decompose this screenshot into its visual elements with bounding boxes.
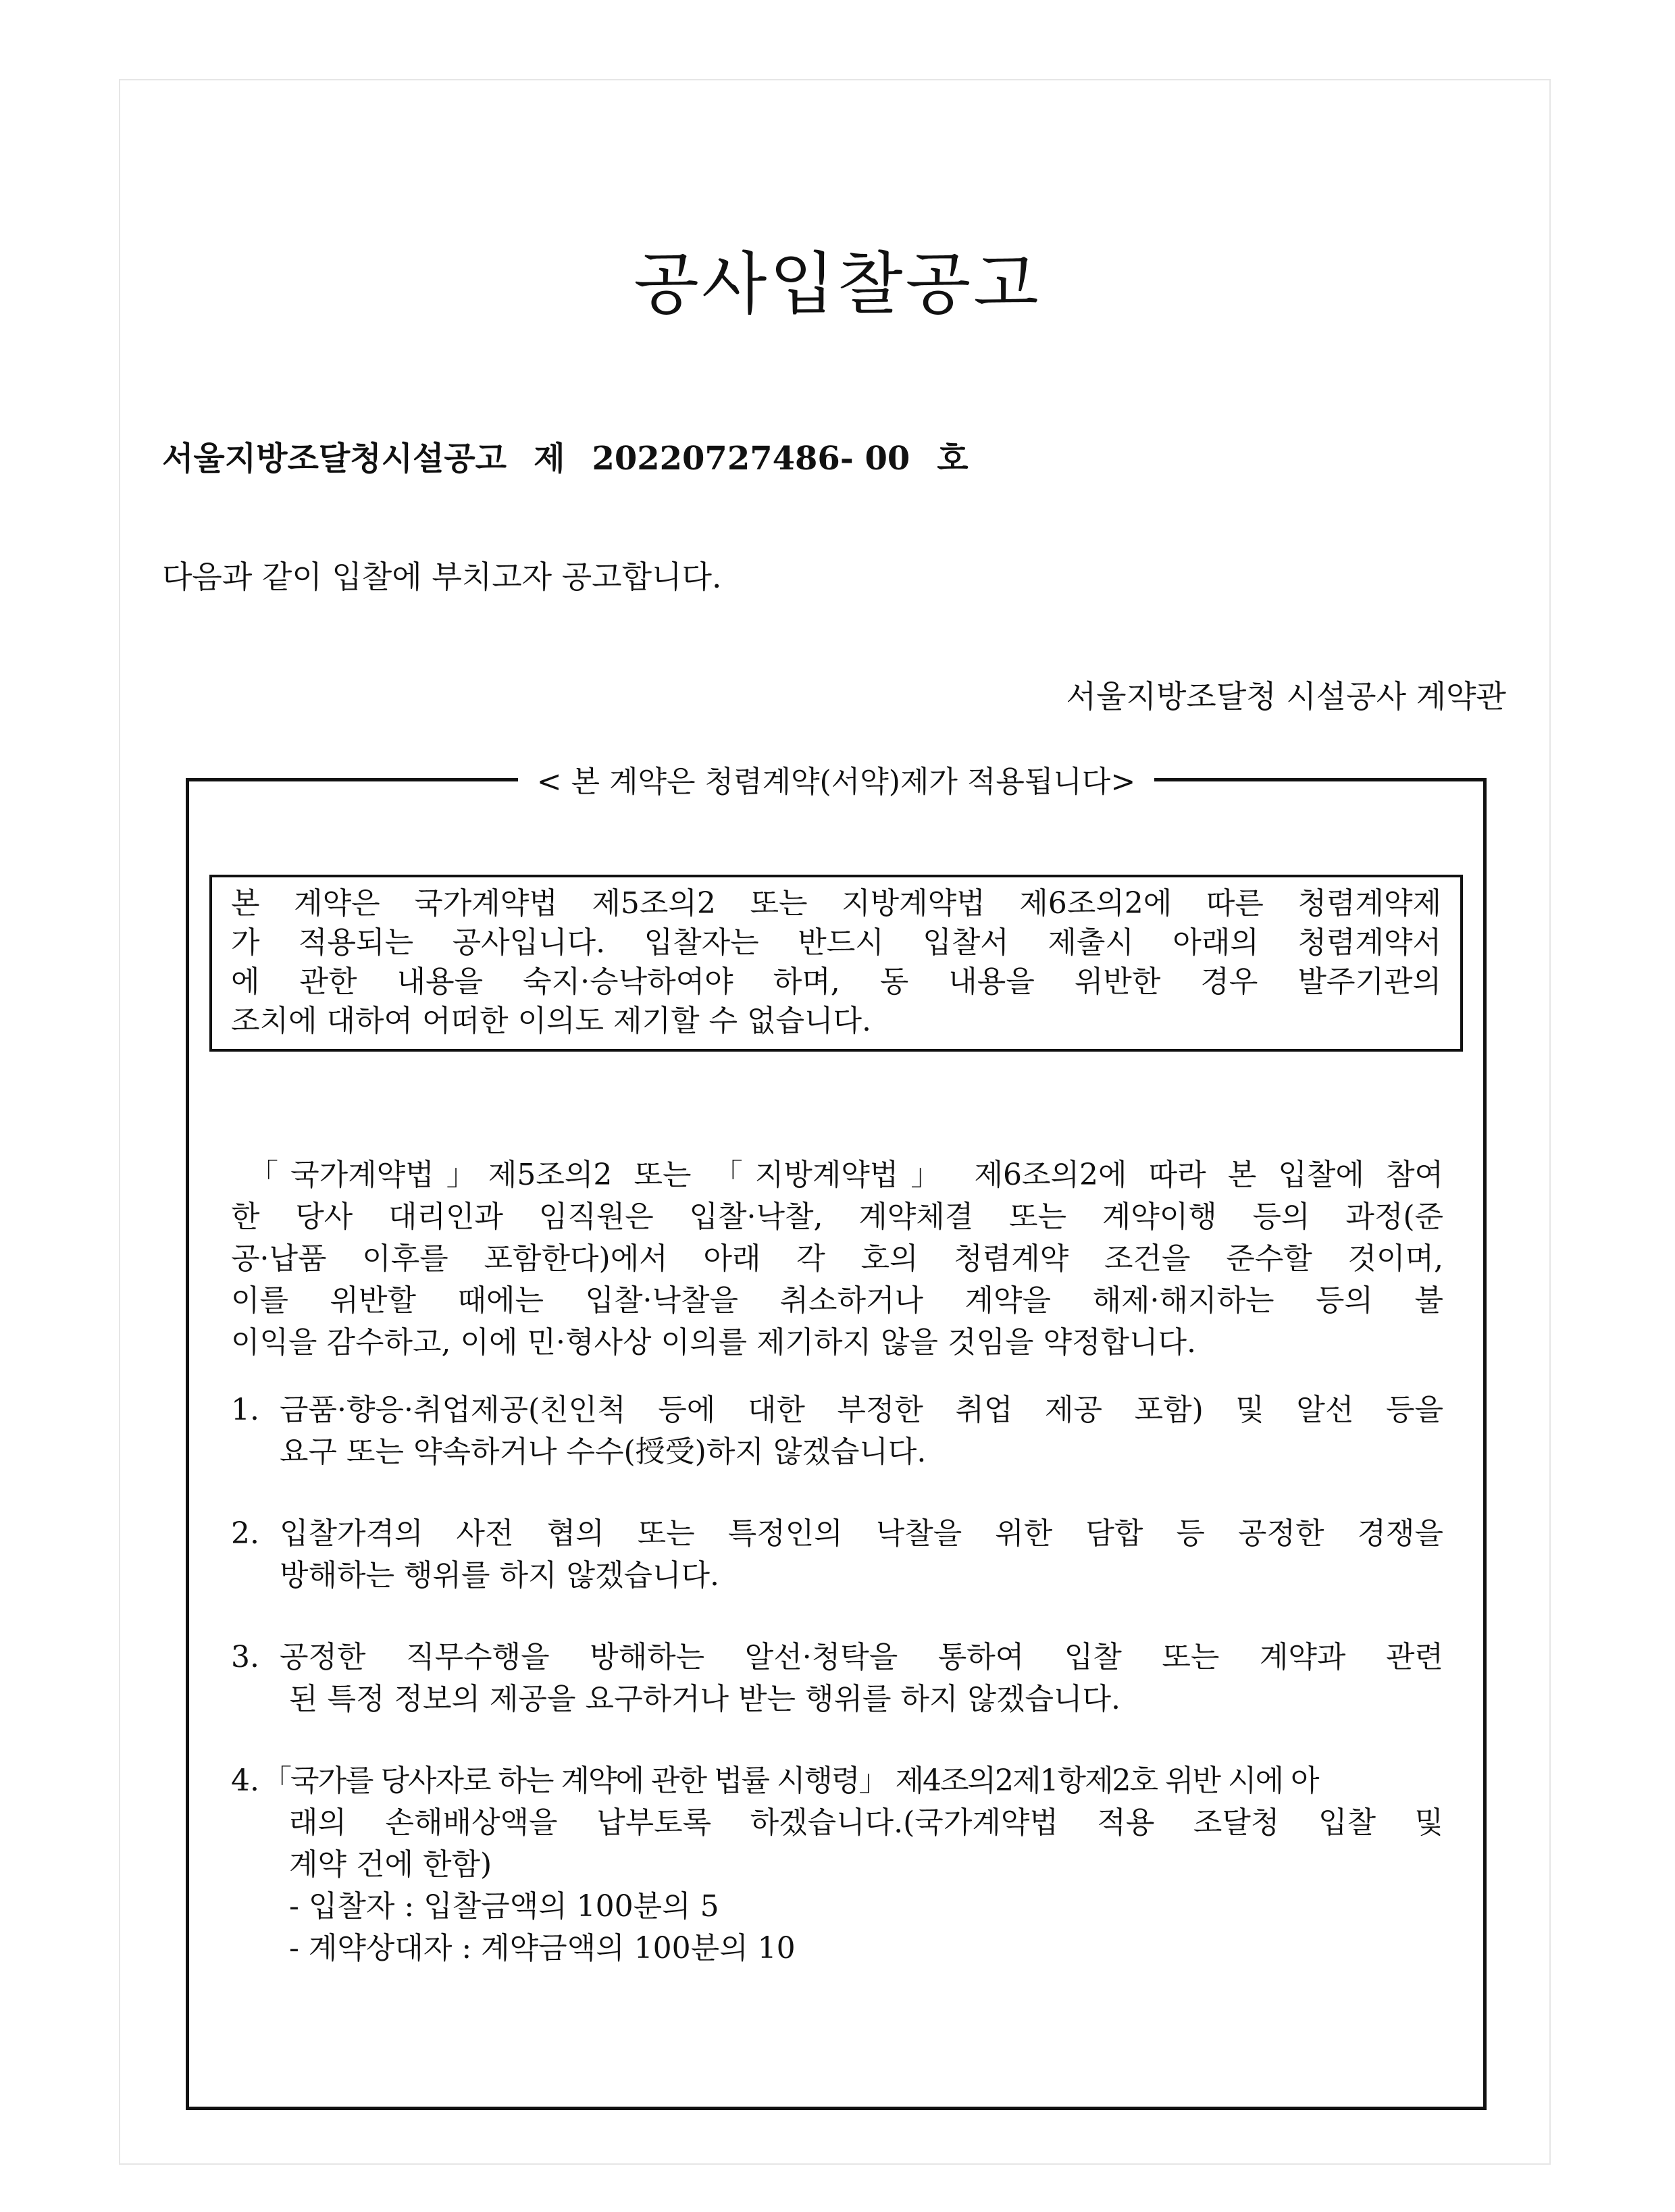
item-line: 래의 손해배상액을 납부토록 하겠습니다.(국가계약법 적용 조달청 입찰 및 (289, 1805, 1443, 1840)
notice-ho: 호 (937, 440, 969, 478)
notice-box (209, 875, 1463, 1052)
item-line: 계약 건에 한함) (289, 1847, 492, 1882)
pledge-line: 공·납품 이후를 포함한다)에서 아래 각 호의 청렴계약 조건을 준수할 것이며, (231, 1241, 1443, 1276)
pledge-line: 이를 위반할 때에는 입찰·낙찰을 취소하거나 계약을 해제·해지하는 등의 불 (231, 1283, 1443, 1318)
list-item (231, 1389, 1443, 1473)
notice-prefix: 서울지방조달청시설공고 (162, 440, 507, 478)
item-number: 1. (231, 1393, 259, 1427)
item-line: 입찰가격의 사전 협의 또는 특정인의 낙찰을 위한 담합 등 공정한 경쟁을 (280, 1516, 1443, 1551)
list-item (231, 1637, 1443, 1720)
pledge-line: 「국가계약법」제5조의2 또는 「지방계약법」 제6조의2에 따라 본 입찰에 참여 (249, 1158, 1443, 1192)
item-line: 공정한 직무수행을 방해하는 알선·청탁을 통하여 입찰 또는 계약과 관련 (280, 1640, 1443, 1674)
pledge-paragraph (231, 1154, 1443, 1364)
intro-text: 다음과 같이 입찰에 부치고자 공고합니다. (162, 559, 722, 595)
list-item (231, 1513, 1443, 1597)
item-sub-line: - 입찰자 : 입찰금액의 100분의 5 (289, 1889, 719, 1924)
item-line: 금품·향응·취업제공(친인척 등에 대한 부정한 취업 제공 포함) 및 알선 등을 (280, 1393, 1443, 1427)
notice-number (162, 432, 996, 479)
pledge-line: 한 당사 대리인과 임직원은 입찰·낙찰, 계약체결 또는 계약이행 등의 과정(준 (231, 1200, 1443, 1234)
item-number: 4. (231, 1764, 259, 1798)
notice-line: 에 관한 내용을 숙지·승낙하여야 하며, 동 내용을 위반한 경우 발주기관의 (231, 964, 1441, 999)
notice-line: 가 적용되는 공사입니다. 입찰자는 반드시 입찰서 제출시 아래의 청렴계약서 (231, 925, 1441, 960)
item-sub-line: - 계약상대자 : 계약금액의 100분의 10 (289, 1931, 796, 1965)
issuer: 서울지방조달청 시설공사 계약관 (1066, 678, 1506, 715)
item-number: 3. (231, 1640, 259, 1674)
notice-line: 조치에 대하여 어떠한 이의도 제기할 수 없습니다. (231, 1004, 871, 1038)
pledge-line: 이익을 감수하고, 이에 민·형사상 이의를 제기하지 않을 것임을 약정합니다. (231, 1325, 1196, 1360)
notice-je: 제 (534, 440, 565, 478)
notice-number-value: 20220727486- 00 (592, 440, 910, 478)
item-line: 「국가를 당사자로 하는 계약에 관한 법률 시행령」 제4조의2제1항제2호 위반 시에 아 (262, 1764, 1318, 1798)
integrity-contract-box (186, 765, 1487, 2110)
notice-line: 본 계약은 국가계약법 제5조의2 또는 지방계약법 제6조의2에 따른 청렴계약제 (231, 886, 1441, 921)
box-heading-text: < 본 계약은 청렴계약(서약)제가 적용됩니다> (518, 765, 1155, 799)
box-heading (189, 757, 1483, 800)
item-line: 요구 또는 약속하거나 수수(授受)하지 않겠습니다. (280, 1435, 927, 1469)
pledge-items (231, 1389, 1443, 2009)
page-title: 공사입찰공고 (634, 245, 1041, 324)
list-item (231, 1760, 1443, 1970)
item-line: 방해하는 행위를 하지 않겠습니다. (280, 1558, 719, 1593)
item-number: 2. (231, 1516, 259, 1551)
item-line: 된 특정 정보의 제공을 요구하거나 받는 행위를 하지 않겠습니다. (289, 1682, 1120, 1716)
